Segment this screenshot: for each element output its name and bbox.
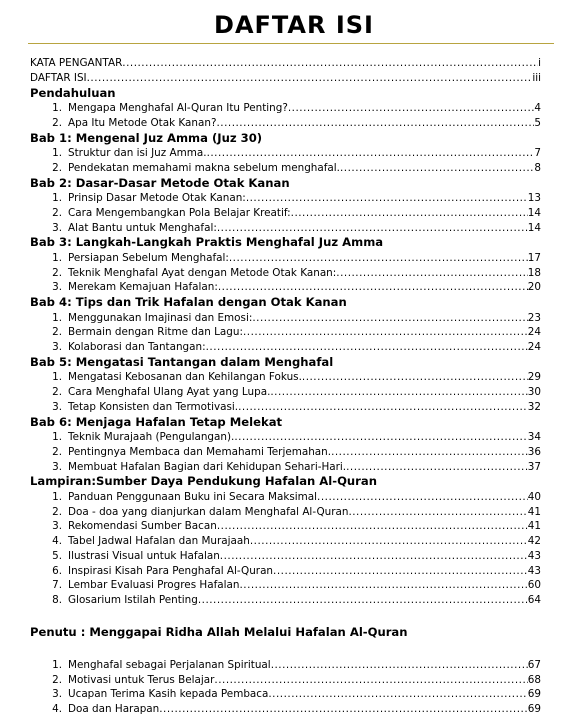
toc-entry-number: 7. bbox=[52, 579, 62, 592]
toc-entry-page: 20 bbox=[527, 281, 541, 294]
toc-entry-number: 8. bbox=[52, 594, 62, 606]
section-heading: Bab 2: Dasar-Dasar Metode Otak Kanan bbox=[30, 175, 290, 190]
toc-entry-number: 2. bbox=[52, 445, 62, 458]
section-heading: Bab 1: Mengenal Juz Amma (Juz 30) bbox=[30, 130, 263, 145]
toc-entry[interactable] bbox=[30, 266, 541, 281]
dot-leader bbox=[198, 593, 528, 608]
section-heading: Penutu : Menggapai Ridha Allah Melalui Hafalan Al-Quran bbox=[30, 624, 408, 639]
toc-entry-title: Inspirasi Kisah Para Penghafal Al-Quran bbox=[68, 564, 274, 577]
toc-entry-title: Merekam Kemajuan Hafalan: bbox=[68, 281, 218, 294]
dot-leader bbox=[273, 564, 528, 579]
toc-entry[interactable] bbox=[30, 221, 541, 236]
toc-entry[interactable] bbox=[30, 251, 541, 266]
toc-entry[interactable] bbox=[30, 146, 541, 161]
toc-entry-page: 4 bbox=[534, 102, 541, 114]
dot-leader bbox=[268, 687, 527, 702]
toc-entry-number: 3. bbox=[52, 281, 62, 294]
toc-entry-title: DAFTAR ISI bbox=[30, 71, 87, 84]
toc-entry-title: Mengapa Menghafal Al-Quran Itu Penting? bbox=[68, 102, 288, 114]
dot-leader bbox=[331, 445, 528, 460]
toc-entry-number: 2. bbox=[52, 206, 62, 219]
toc-entry-title: Tabel Jadwal Hafalan dan Murajaah bbox=[68, 535, 250, 547]
toc-entry-number: 2. bbox=[52, 673, 62, 686]
toc-entry-title: Cara Menghafal Ulang Ayat yang Lupa. bbox=[68, 386, 271, 398]
toc-entry-page: 14 bbox=[527, 206, 541, 219]
spacer bbox=[30, 608, 541, 625]
dot-leader bbox=[288, 101, 535, 116]
toc-entry-page: 60 bbox=[527, 579, 541, 592]
toc-entry-page: i bbox=[538, 57, 541, 69]
dot-leader bbox=[270, 385, 527, 400]
toc-entry[interactable] bbox=[30, 385, 541, 400]
title-divider bbox=[28, 43, 554, 44]
toc-entry[interactable] bbox=[30, 280, 541, 295]
toc-entry-number: 6. bbox=[52, 564, 62, 577]
toc-entry[interactable] bbox=[30, 206, 541, 221]
toc-entry[interactable] bbox=[30, 325, 541, 340]
toc-entry-page: 30 bbox=[527, 386, 541, 398]
dot-leader bbox=[291, 206, 528, 221]
toc-entry[interactable] bbox=[30, 702, 541, 717]
toc-entry-number: 2. bbox=[52, 161, 62, 174]
toc-entry-number: 5. bbox=[52, 549, 62, 562]
dot-leader bbox=[229, 251, 528, 266]
toc-entry-number: 1. bbox=[52, 102, 62, 114]
toc-entry-page: 23 bbox=[527, 311, 541, 324]
toc-entry-page: 13 bbox=[527, 192, 541, 204]
toc-entry-title: Mengatasi Kebosanan dan Kehilangan Fokus. bbox=[68, 371, 302, 384]
dot-leader bbox=[159, 702, 528, 717]
toc-entry-title: Teknik Menghafal Ayat dengan Metode Otak Kanan: bbox=[68, 266, 337, 279]
toc-entry-title: Kolaborasi dan Tantangan: bbox=[68, 341, 206, 353]
toc-entry-page: 42 bbox=[527, 535, 541, 547]
section-heading: Pendahuluan bbox=[30, 85, 116, 100]
dot-leader bbox=[252, 311, 527, 326]
toc-entry-number: 3. bbox=[52, 341, 62, 353]
toc-entry-title: Ilustrasi Visual untuk Hafalan bbox=[68, 549, 220, 562]
dot-leader bbox=[217, 519, 528, 534]
toc-entry-page: 43 bbox=[527, 564, 541, 577]
toc-entry-page: 37 bbox=[527, 460, 541, 473]
toc-entry-number: 1. bbox=[52, 311, 62, 324]
toc-entry-number: 2. bbox=[52, 266, 62, 279]
toc-entry-page: 7 bbox=[534, 147, 541, 159]
toc-entry-number: 1. bbox=[52, 192, 62, 204]
dot-leader bbox=[239, 578, 527, 593]
toc-entry-title: Pendekatan memahami makna sebelum menghafal. bbox=[68, 161, 340, 174]
toc-entry-number: 2. bbox=[52, 386, 62, 398]
toc-entry-number: 3. bbox=[52, 520, 62, 533]
toc-entry-number: 1. bbox=[52, 431, 62, 443]
toc-entry-title: Menghafal sebagai Perjalanan Spiritual bbox=[68, 658, 271, 671]
dot-leader bbox=[302, 370, 528, 385]
toc-entry-page: 41 bbox=[527, 505, 541, 518]
toc-entry[interactable] bbox=[30, 687, 541, 702]
toc-entry-number: 1. bbox=[52, 147, 62, 159]
dot-leader bbox=[336, 266, 527, 281]
dot-leader bbox=[214, 673, 527, 688]
toc-entry[interactable] bbox=[30, 490, 541, 505]
toc-entry-title: Panduan Penggunaan Buku ini Secara Maksimal bbox=[68, 490, 318, 503]
toc-entry-number: 3. bbox=[52, 400, 62, 413]
toc-entry[interactable] bbox=[30, 71, 541, 86]
toc-entry-page: 69 bbox=[527, 703, 541, 715]
toc-entry[interactable] bbox=[30, 370, 541, 385]
toc-entry[interactable] bbox=[30, 658, 541, 673]
toc-entry-number: 1. bbox=[52, 371, 62, 384]
toc-entry[interactable] bbox=[30, 400, 541, 415]
toc-entry-page: iii bbox=[532, 71, 541, 84]
toc-entry-title: Persiapan Sebelum Menghafal: bbox=[68, 251, 229, 264]
spacer bbox=[30, 641, 541, 658]
toc-entry-page: 24 bbox=[527, 341, 541, 353]
toc-entry[interactable] bbox=[30, 549, 541, 564]
toc-entry-number: 2. bbox=[52, 505, 62, 518]
dot-leader bbox=[122, 56, 538, 71]
toc-entry-page: 43 bbox=[527, 549, 541, 562]
toc-entry-page: 68 bbox=[527, 673, 541, 686]
section-heading: Bab 4: Tips dan Trik Hafalan dengan Otak Kanan bbox=[30, 295, 347, 309]
toc-entry-number: 3. bbox=[52, 688, 62, 701]
toc-entry-number: 2. bbox=[52, 116, 62, 129]
toc-entry-title: Lembar Evaluasi Progres Hafalan bbox=[68, 579, 240, 592]
toc-entry-number: 3. bbox=[52, 460, 62, 473]
toc-entry-page: 67 bbox=[527, 658, 541, 671]
toc-entry-title: Struktur dan isi Juz Amma. bbox=[68, 147, 207, 159]
toc-entry-title: Membuat Hafalan Bagian dari Kehidupan Sehari-Hari. bbox=[68, 460, 347, 473]
toc-entry[interactable] bbox=[30, 445, 541, 460]
dot-leader bbox=[317, 490, 528, 505]
dot-leader bbox=[348, 505, 527, 520]
section-heading: Bab 3: Langkah-Langkah Praktis Menghafal Juz Amma bbox=[30, 235, 384, 250]
toc-entry[interactable] bbox=[30, 191, 541, 206]
toc-entry[interactable] bbox=[30, 593, 541, 608]
toc-entry-title: Glosarium Istilah Penting bbox=[68, 594, 198, 606]
dot-leader bbox=[217, 221, 528, 236]
toc-entry-page: 36 bbox=[527, 445, 541, 458]
toc-entry[interactable] bbox=[30, 340, 541, 355]
toc-entry-title: Doa - doa yang dianjurkan dalam Menghafal Al-Quran bbox=[68, 505, 349, 518]
dot-leader bbox=[220, 549, 528, 564]
section-heading: Bab 6: Menjaga Hafalan Tetap Melekat bbox=[30, 414, 283, 429]
toc-entry[interactable] bbox=[30, 534, 541, 549]
toc-entry[interactable] bbox=[30, 430, 541, 445]
toc-entry-page: 64 bbox=[527, 594, 541, 606]
toc-entry-number: 2. bbox=[52, 326, 62, 339]
toc-entry-title: Motivasi untuk Terus Belajar bbox=[68, 673, 215, 686]
dot-leader bbox=[346, 460, 528, 475]
toc-entry-title: Prinsip Dasar Metode Otak Kanan: bbox=[68, 192, 246, 204]
toc-entry-page: 32 bbox=[527, 400, 541, 413]
toc-entry-title: Rekomendasi Sumber Bacan bbox=[68, 520, 217, 533]
dot-leader bbox=[216, 116, 534, 131]
toc-entry-number: 1. bbox=[52, 490, 62, 503]
toc-entry-number: 1. bbox=[52, 658, 62, 671]
toc-entry[interactable] bbox=[30, 564, 541, 579]
toc-entry-title: Teknik Murajaah (Pengulangan). bbox=[68, 431, 235, 443]
section-heading: Lampiran:Sumber Daya Pendukung Hafalan Al-Quran bbox=[30, 474, 377, 489]
toc-entry-title: Apa Itu Metode Otak Kanan? bbox=[68, 116, 217, 129]
dot-leader bbox=[234, 430, 527, 445]
toc-entry-title: Alat Bantu untuk Menghafal: bbox=[68, 221, 217, 234]
toc-entry-title: Menggunakan Imajinasi dan Emosi: bbox=[68, 311, 253, 324]
toc-entry-number: 4. bbox=[52, 703, 62, 715]
toc-entry-page: 40 bbox=[527, 490, 541, 503]
toc-entry-page: 8 bbox=[534, 161, 541, 174]
toc-entry-title: Doa dan Harapan bbox=[68, 703, 160, 715]
dot-leader bbox=[271, 658, 528, 673]
toc-entry-number: 4. bbox=[52, 535, 62, 547]
toc-entry-page: 14 bbox=[527, 221, 541, 234]
toc-entry-page: 18 bbox=[527, 266, 541, 279]
toc-entry[interactable] bbox=[30, 673, 541, 688]
toc-entry[interactable] bbox=[30, 101, 541, 116]
toc-entry-page: 29 bbox=[527, 371, 541, 384]
toc-entry-page: 34 bbox=[527, 431, 541, 443]
toc-entry-title: Cara Mengembangkan Pola Belajar Kreatif: bbox=[68, 206, 291, 219]
dot-leader bbox=[238, 400, 528, 415]
dot-leader bbox=[243, 325, 528, 340]
toc-entry-title: Tetap Konsisten dan Termotivasi. bbox=[68, 400, 239, 413]
dot-leader bbox=[218, 280, 528, 295]
toc-entry-page: 24 bbox=[527, 326, 541, 339]
toc-entry-page: 17 bbox=[527, 251, 541, 264]
toc-entry-title: Bermain dengan Ritme dan Lagu: bbox=[68, 326, 243, 339]
dot-leader bbox=[206, 340, 528, 355]
toc-entry[interactable] bbox=[30, 460, 541, 475]
dot-leader bbox=[87, 71, 533, 86]
table-of-contents bbox=[30, 56, 541, 717]
toc-entry-title: KATA PENGANTAR bbox=[30, 57, 123, 69]
dot-leader bbox=[340, 161, 534, 176]
dot-leader bbox=[207, 146, 535, 161]
toc-entry[interactable] bbox=[30, 505, 541, 520]
dot-leader bbox=[250, 534, 528, 549]
toc-entry-number: 3. bbox=[52, 221, 62, 234]
toc-entry[interactable] bbox=[30, 578, 541, 593]
toc-entry-page: 5 bbox=[534, 116, 541, 129]
toc-entry-page: 69 bbox=[527, 688, 541, 701]
dot-leader bbox=[246, 191, 528, 206]
toc-entry[interactable] bbox=[30, 161, 541, 176]
toc-entry[interactable] bbox=[30, 56, 541, 71]
toc-entry[interactable] bbox=[30, 311, 541, 326]
toc-entry[interactable] bbox=[30, 116, 541, 131]
toc-entry-title: Ucapan Terima Kasih kepada Pembaca bbox=[68, 688, 269, 701]
section-heading: Bab 5: Mengatasi Tantangan dalam Menghafal bbox=[30, 354, 334, 369]
toc-entry[interactable] bbox=[30, 519, 541, 534]
toc-entry-number: 1. bbox=[52, 251, 62, 264]
page-title: DAFTAR ISI bbox=[214, 11, 374, 39]
toc-entry-title: Pentingnya Membaca dan Memahami Terjemahan. bbox=[68, 445, 332, 458]
toc-entry-page: 41 bbox=[527, 520, 541, 533]
